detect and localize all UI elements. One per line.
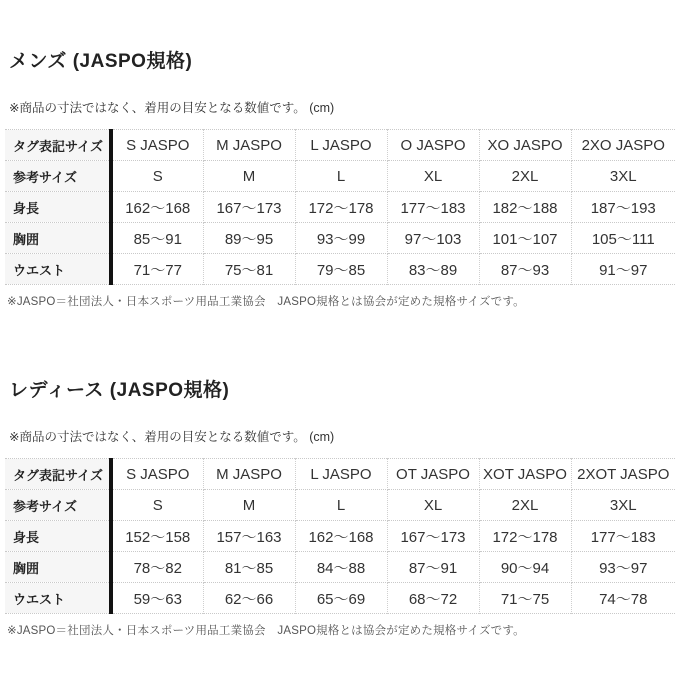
size-cell: O JASPO <box>387 130 479 161</box>
table-row <box>5 130 675 161</box>
size-cell: M <box>203 490 295 521</box>
size-cell: S JASPO <box>111 130 203 161</box>
size-cell: 187〜193 <box>571 192 675 223</box>
size-cell: 90〜94 <box>479 552 571 583</box>
size-cell: 177〜183 <box>387 192 479 223</box>
size-cell: OT JASPO <box>387 459 479 490</box>
size-cell: 162〜168 <box>295 521 387 552</box>
size-cell: 2XO JASPO <box>571 130 675 161</box>
size-cell: XL <box>387 490 479 521</box>
size-cell: S JASPO <box>111 459 203 490</box>
size-cell: XL <box>387 161 479 192</box>
size-cell: M JASPO <box>203 459 295 490</box>
row-header-chest: 胸囲 <box>5 552 111 583</box>
size-cell: 152〜158 <box>111 521 203 552</box>
size-cell: 105〜111 <box>571 223 675 254</box>
size-cell: 97〜103 <box>387 223 479 254</box>
size-cell: 3XL <box>571 490 675 521</box>
size-cell: 91〜97 <box>599 261 648 279</box>
mens-size-note: ※商品の寸法ではなく、着用の目安となる数値です。 (cm) <box>9 101 335 115</box>
size-cell: 157〜163 <box>203 521 295 552</box>
size-cell: XOT JASPO <box>479 459 571 490</box>
size-cell: 87〜93 <box>479 254 571 285</box>
size-cell: 79〜85 <box>295 254 387 285</box>
size-cell: 62〜66 <box>203 583 295 614</box>
size-cell: L JASPO <box>295 130 387 161</box>
row-header-tag-size: タグ表記サイズ <box>5 459 111 490</box>
size-cell: L <box>295 161 387 192</box>
size-cell: S <box>111 161 203 192</box>
size-cell: 172〜178 <box>295 192 387 223</box>
ladies-size-note: ※商品の寸法ではなく、着用の目安となる数値です。 (cm) <box>9 430 335 444</box>
row-header-ref-size: 参考サイズ <box>5 161 111 192</box>
size-cell: 85〜91 <box>111 223 203 254</box>
row-header-height: 身長 <box>5 521 111 552</box>
ladies-section-title: レディース (JASPO規格) <box>9 380 230 401</box>
size-cell: 172〜178 <box>479 521 571 552</box>
row-header-waist: ウエスト <box>5 254 111 285</box>
row-header-ref-size: 参考サイズ <box>5 490 111 521</box>
ladies-size-section <box>4 375 676 638</box>
table-row <box>5 192 675 223</box>
size-cell: 3XL <box>571 161 675 192</box>
size-cell: 177〜183 <box>571 521 675 552</box>
row-header-tag-size: タグ表記サイズ <box>5 130 111 161</box>
table-row <box>5 583 675 614</box>
size-cell: 75〜81 <box>203 254 295 285</box>
table-row <box>5 521 675 552</box>
size-cell: 78〜82 <box>111 552 203 583</box>
size-cell: 89〜95 <box>203 223 295 254</box>
row-header-waist: ウエスト <box>5 583 111 614</box>
size-cell: 68〜72 <box>387 583 479 614</box>
table-row <box>5 490 675 521</box>
size-cell: 2XL <box>479 490 571 521</box>
table-row <box>5 254 675 285</box>
size-cell: 74〜78 <box>599 590 648 608</box>
size-cell: 71〜75 <box>479 583 571 614</box>
size-cell: 162〜168 <box>111 192 203 223</box>
ladies-size-table <box>5 458 675 614</box>
size-cell: 2XOT JASPO <box>571 459 675 490</box>
size-cell: 81〜85 <box>203 552 295 583</box>
size-cell: 83〜89 <box>387 254 479 285</box>
mens-size-table <box>5 129 675 285</box>
size-cell: 84〜88 <box>295 552 387 583</box>
size-cell: 2XL <box>479 161 571 192</box>
size-cell: L <box>295 490 387 521</box>
row-header-chest: 胸囲 <box>5 223 111 254</box>
size-cell: 93〜99 <box>295 223 387 254</box>
table-row <box>5 223 675 254</box>
size-cell: 87〜91 <box>387 552 479 583</box>
mens-jaspo-footnote: ※JASPO＝社団法人・日本スポーツ用品工業協会 JASPO規格とは協会が定めた規格サイズです。 <box>7 296 525 308</box>
size-cell: 59〜63 <box>111 583 203 614</box>
size-cell: 93〜97 <box>571 552 675 583</box>
size-cell: 65〜69 <box>295 583 387 614</box>
size-cell: 182〜188 <box>479 192 571 223</box>
size-cell: 101〜107 <box>479 223 571 254</box>
size-cell: S <box>111 490 203 521</box>
size-cell: M <box>203 161 295 192</box>
row-header-height: 身長 <box>5 192 111 223</box>
size-cell: 71〜77 <box>111 254 203 285</box>
size-cell: XO JASPO <box>479 130 571 161</box>
mens-section-title: メンズ (JASPO規格) <box>9 51 193 72</box>
size-cell: 167〜173 <box>203 192 295 223</box>
table-row <box>5 552 675 583</box>
mens-size-section <box>4 46 676 309</box>
size-cell: M JASPO <box>203 130 295 161</box>
size-cell: L JASPO <box>295 459 387 490</box>
size-cell: 167〜173 <box>387 521 479 552</box>
ladies-jaspo-footnote: ※JASPO＝社団法人・日本スポーツ用品工業協会 JASPO規格とは協会が定めた規格サイズです。 <box>7 625 525 637</box>
table-row <box>5 161 675 192</box>
table-row <box>5 459 675 490</box>
